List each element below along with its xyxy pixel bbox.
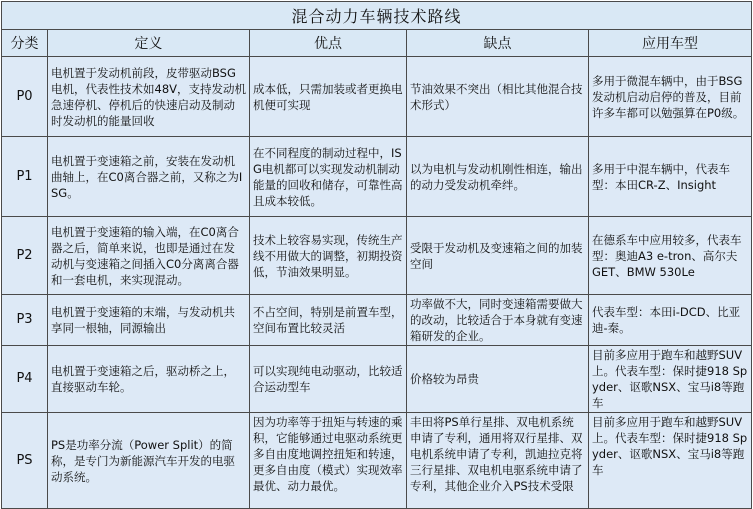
- header-advantages: 优点: [250, 30, 407, 57]
- table-row: [2, 295, 752, 346]
- cell-advantages: 技术上较容易实现，传统生产线不用做大的调整，初期投资低，节油效果明显。: [250, 217, 407, 295]
- table-row: [2, 217, 752, 295]
- cell-disadvantages: 价格较为昂贵: [407, 346, 589, 413]
- cell-disadvantages: 受限于发动机及变速箱之间的加装空间: [407, 217, 589, 295]
- cell-models: 多用于中混车辆中，代表车型：本田CR-Z、Insight: [589, 137, 752, 217]
- cell-advantages: 在不同程度的制动过程中，ISG电机都可以实现发动机制动能量的回收和储存，可靠性高且成本较低。: [250, 137, 407, 217]
- cell-category: PS: [2, 413, 48, 509]
- cell-models: 在德系车中应用较多，代表车型：奥迪A3 e-tron、高尔夫 GET、BMW 530Le: [589, 217, 752, 295]
- table-title: 混合动力车辆技术路线: [2, 2, 752, 30]
- header-category: 分类: [2, 30, 48, 57]
- header-models: 应用车型: [589, 30, 752, 57]
- tech-route-table: [1, 1, 752, 509]
- cell-models: 多用于微混车辆中，由于BSG发动机启动启停的普及，目前许多车都可以勉强算在P0级。: [589, 57, 752, 137]
- cell-disadvantages: 节油效果不突出（相比其他混合技术形式）: [407, 57, 589, 137]
- table-row: [2, 137, 752, 217]
- cell-definition: 电机置于变速箱之前，安装在发动机曲轴上，在C0离合器之前，又称之为ISG。: [48, 137, 250, 217]
- cell-advantages: 不占空间，特别是前置车型，空间布置比较灵活: [250, 295, 407, 346]
- cell-disadvantages: 丰田将PS单行星排、双电机系统申请了专利，通用将双行星排、双电机系统申请了专利，凯迪拉克将三行星排、双电机电驱系统申请了专利，其他企业介入PS技术受限: [407, 413, 589, 509]
- cell-definition: 电机置于发动机前段，皮带驱动BSG电机，代表性技术如48V，支持发动机急速停机、停机后的快速启动及制动时发动机的能量回收: [48, 57, 250, 137]
- cell-definition: PS是功率分流（Power Split）的简称，是专门为新能源汽车开发的电驱动系统。: [48, 413, 250, 509]
- cell-definition: 电机置于变速箱的输入端，在C0离合器之后，简单来说，也即是通过在发动机与变速箱之间插入C0分离离合器和一套电机，来实现混动。: [48, 217, 250, 295]
- cell-models: 目前多应用于跑车和越野SUV上。代表车型：保时捷918 Spyder、讴歌NSX、宝马i8等跑车: [589, 346, 752, 413]
- cell-category: P1: [2, 137, 48, 217]
- cell-definition: 电机置于变速箱的末端，与发动机共享同一根轴，同源输出: [48, 295, 250, 346]
- cell-advantages: 可以实现纯电动驱动，比较适合运动型车: [250, 346, 407, 413]
- header-definition: 定义: [48, 30, 250, 57]
- table-row: [2, 57, 752, 137]
- header-row: [2, 30, 752, 57]
- tech-route-table-container: [1, 1, 751, 509]
- table-row: [2, 346, 752, 413]
- cell-advantages: 成本低，只需加装或者更换电机便可实现: [250, 57, 407, 137]
- header-disadvantages: 缺点: [407, 30, 589, 57]
- cell-disadvantages: 以为电机与发动机刚性相连，输出的动力受发动机牵绊。: [407, 137, 589, 217]
- cell-models: 目前多应用于跑车和越野SUV上。代表车型：保时捷918 Spyder、讴歌NSX、宝马i8等跑车: [589, 413, 752, 509]
- table-row: [2, 413, 752, 509]
- cell-advantages: 因为功率等于扭矩与转速的乘积，它能够通过电驱动系统更多自由度地调控扭矩和转速，更多自由度（模式）实现效率最优、动力最优。: [250, 413, 407, 509]
- cell-disadvantages: 功率做不大，同时变速箱需要做大的改动，比较适合于本身就有变速箱研发的企业。: [407, 295, 589, 346]
- cell-category: P0: [2, 57, 48, 137]
- cell-category: P2: [2, 217, 48, 295]
- cell-models: 代表车型：本田i-DCD、比亚迪-秦。: [589, 295, 752, 346]
- cell-definition: 电机置于变速箱之后，驱动桥之上，直接驱动车轮。: [48, 346, 250, 413]
- cell-category: P4: [2, 346, 48, 413]
- cell-category: P3: [2, 295, 48, 346]
